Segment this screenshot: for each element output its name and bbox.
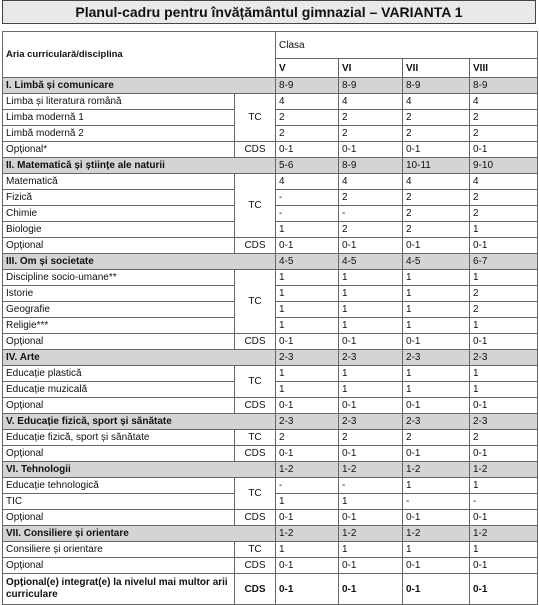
value-cell: 1 xyxy=(403,318,470,334)
value-cell: 1 xyxy=(276,318,339,334)
value-cell: 4 xyxy=(276,174,339,190)
discipline-name: Educație tehnologică xyxy=(3,478,235,494)
value-cell: 0-1 xyxy=(403,334,470,350)
value-cell: 4 xyxy=(470,94,538,110)
discipline-row xyxy=(3,366,538,382)
discipline-name: Opțional xyxy=(3,510,235,526)
area-total: 8-9 xyxy=(339,78,403,94)
tc-tag: TC xyxy=(235,94,276,142)
cds-tag: CDS xyxy=(235,238,276,254)
area-total: 1-2 xyxy=(470,462,538,478)
tc-tag: TC xyxy=(235,174,276,238)
curriculum-table xyxy=(2,31,538,605)
value-cell: 0-1 xyxy=(403,238,470,254)
value-cell: 1 xyxy=(470,318,538,334)
area-total: 2-3 xyxy=(470,350,538,366)
discipline-name: Opțional* xyxy=(3,142,235,158)
area-name: V. Educație fizică, sport și sănătate xyxy=(3,414,276,430)
value-cell: 1 xyxy=(339,494,403,510)
value-cell: 2 xyxy=(339,110,403,126)
area-row xyxy=(3,462,538,478)
area-total: 9-10 xyxy=(470,158,538,174)
value-cell: 2 xyxy=(339,430,403,446)
value-cell: 1 xyxy=(403,270,470,286)
cds-tag: CDS xyxy=(235,334,276,350)
value-cell: 1 xyxy=(339,366,403,382)
value-cell: 1 xyxy=(403,366,470,382)
area-total: 1-2 xyxy=(276,462,339,478)
header-col-v: V xyxy=(276,59,339,78)
value-cell: 1 xyxy=(339,318,403,334)
value-cell: - xyxy=(339,478,403,494)
discipline-row xyxy=(3,430,538,446)
value-cell: 2 xyxy=(470,206,538,222)
header-aria: Aria curriculară/disciplina xyxy=(3,32,276,78)
value-cell: 0-1 xyxy=(276,142,339,158)
area-total: 2-3 xyxy=(403,414,470,430)
value-cell: 0-1 xyxy=(403,398,470,414)
value-cell: 1 xyxy=(470,366,538,382)
value-cell: 0-1 xyxy=(276,398,339,414)
value-cell: 1 xyxy=(470,222,538,238)
area-row xyxy=(3,414,538,430)
value-cell: 0-1 xyxy=(276,334,339,350)
header-col-vi: VI xyxy=(339,59,403,78)
value-cell: 0-1 xyxy=(276,238,339,254)
value-cell: 2 xyxy=(339,126,403,142)
area-total: 8-9 xyxy=(470,78,538,94)
integrated-optional-name: Opțional(e) integrat(e) la nivelul mai multor arii curriculare xyxy=(3,574,235,605)
value-cell: 2 xyxy=(403,430,470,446)
value-cell: 4 xyxy=(470,174,538,190)
area-total: 2-3 xyxy=(339,350,403,366)
value-cell: 1 xyxy=(339,382,403,398)
discipline-row xyxy=(3,446,538,462)
cds-tag: CDS xyxy=(235,142,276,158)
area-total: 4-5 xyxy=(276,254,339,270)
discipline-name: Biologie xyxy=(3,222,235,238)
discipline-name: Limba și literatura română xyxy=(3,94,235,110)
tc-tag: TC xyxy=(235,478,276,510)
cds-tag: CDS xyxy=(235,574,276,605)
value-cell: 1 xyxy=(276,270,339,286)
area-row xyxy=(3,254,538,270)
area-row xyxy=(3,78,538,94)
area-total: 8-9 xyxy=(276,78,339,94)
value-cell: 0-1 xyxy=(339,334,403,350)
header-row-clasa xyxy=(3,32,538,59)
value-cell: - xyxy=(339,206,403,222)
value-cell: 1 xyxy=(339,286,403,302)
value-cell: - xyxy=(470,494,538,510)
value-cell: 2 xyxy=(339,190,403,206)
value-cell: 0-1 xyxy=(276,510,339,526)
cds-tag: CDS xyxy=(235,398,276,414)
area-total: 2-3 xyxy=(276,350,339,366)
value-cell: 0-1 xyxy=(339,142,403,158)
discipline-row xyxy=(3,142,538,158)
value-cell: 0-1 xyxy=(403,510,470,526)
discipline-name: Matematică xyxy=(3,174,235,190)
discipline-name: Istorie xyxy=(3,286,235,302)
discipline-name: Educație plastică xyxy=(3,366,235,382)
value-cell: 0-1 xyxy=(470,398,538,414)
area-total: 8-9 xyxy=(403,78,470,94)
value-cell: 4 xyxy=(276,94,339,110)
value-cell: 2 xyxy=(276,430,339,446)
value-cell: 1 xyxy=(470,542,538,558)
value-cell: 0-1 xyxy=(339,398,403,414)
discipline-row xyxy=(3,270,538,286)
value-cell: 1 xyxy=(403,478,470,494)
area-total: 10-11 xyxy=(403,158,470,174)
discipline-name: Opțional xyxy=(3,334,235,350)
value-cell: 0-1 xyxy=(276,574,339,605)
discipline-name: Discipline socio-umane** xyxy=(3,270,235,286)
discipline-row xyxy=(3,94,538,110)
value-cell: 1 xyxy=(403,542,470,558)
discipline-name: Limbă modernă 2 xyxy=(3,126,235,142)
value-cell: 1 xyxy=(276,222,339,238)
value-cell: 4 xyxy=(403,94,470,110)
area-total: 1-2 xyxy=(339,462,403,478)
area-name: VI. Tehnologii xyxy=(3,462,276,478)
discipline-row xyxy=(3,238,538,254)
discipline-name: Consiliere și orientare xyxy=(3,542,235,558)
discipline-row xyxy=(3,542,538,558)
value-cell: 1 xyxy=(403,302,470,318)
discipline-name: Opțional xyxy=(3,558,235,574)
area-total: 2-3 xyxy=(276,414,339,430)
value-cell: - xyxy=(276,206,339,222)
discipline-row xyxy=(3,174,538,190)
value-cell: 2 xyxy=(470,302,538,318)
value-cell: 0-1 xyxy=(276,446,339,462)
discipline-name: Opțional xyxy=(3,398,235,414)
value-cell: 4 xyxy=(339,94,403,110)
value-cell: 0-1 xyxy=(339,446,403,462)
value-cell: 1 xyxy=(276,382,339,398)
value-cell: - xyxy=(276,190,339,206)
value-cell: 0-1 xyxy=(470,510,538,526)
area-total: 5-6 xyxy=(276,158,339,174)
area-total: 1-2 xyxy=(339,526,403,542)
value-cell: 0-1 xyxy=(339,558,403,574)
discipline-name: TIC xyxy=(3,494,235,510)
discipline-row xyxy=(3,510,538,526)
discipline-row xyxy=(3,558,538,574)
value-cell: - xyxy=(276,478,339,494)
tc-tag: TC xyxy=(235,366,276,398)
value-cell: 1 xyxy=(339,542,403,558)
discipline-name: Religie*** xyxy=(3,318,235,334)
area-row xyxy=(3,350,538,366)
area-total: 6-7 xyxy=(470,254,538,270)
value-cell: 1 xyxy=(403,286,470,302)
value-cell: 0-1 xyxy=(470,446,538,462)
discipline-name: Opțional xyxy=(3,446,235,462)
value-cell: 0-1 xyxy=(470,574,538,605)
area-total: 1-2 xyxy=(403,462,470,478)
value-cell: 2 xyxy=(470,126,538,142)
discipline-name: Fizică xyxy=(3,190,235,206)
area-total: 1-2 xyxy=(276,526,339,542)
area-total: 2-3 xyxy=(339,414,403,430)
value-cell: 2 xyxy=(403,222,470,238)
value-cell: 2 xyxy=(276,110,339,126)
value-cell: 1 xyxy=(276,286,339,302)
value-cell: 1 xyxy=(339,270,403,286)
area-name: IV. Arte xyxy=(3,350,276,366)
discipline-name: Geografie xyxy=(3,302,235,318)
value-cell: 0-1 xyxy=(403,446,470,462)
value-cell: 1 xyxy=(470,478,538,494)
area-name: I. Limbă și comunicare xyxy=(3,78,276,94)
area-total: 1-2 xyxy=(403,526,470,542)
tc-tag: TC xyxy=(235,430,276,446)
value-cell: 0-1 xyxy=(403,558,470,574)
value-cell: 2 xyxy=(470,286,538,302)
tc-tag: TC xyxy=(235,542,276,558)
cds-tag: CDS xyxy=(235,558,276,574)
area-row xyxy=(3,526,538,542)
area-name: II. Matematică și științe ale naturii xyxy=(3,158,276,174)
value-cell: 0-1 xyxy=(470,238,538,254)
discipline-name: Chimie xyxy=(3,206,235,222)
discipline-name: Educație fizică, sport și sănătate xyxy=(3,430,235,446)
page-title: Planul-cadru pentru învățământul gimnazial – VARIANTA 1 xyxy=(2,0,536,24)
area-total: 8-9 xyxy=(339,158,403,174)
value-cell: 0-1 xyxy=(339,574,403,605)
discipline-name: Opțional xyxy=(3,238,235,254)
value-cell: 1 xyxy=(276,366,339,382)
value-cell: 4 xyxy=(339,174,403,190)
value-cell: 0-1 xyxy=(276,558,339,574)
value-cell: 0-1 xyxy=(470,334,538,350)
value-cell: 2 xyxy=(470,190,538,206)
value-cell: - xyxy=(403,494,470,510)
area-total: 2-3 xyxy=(403,350,470,366)
value-cell: 1 xyxy=(470,382,538,398)
value-cell: 0-1 xyxy=(470,558,538,574)
area-total: 4-5 xyxy=(339,254,403,270)
discipline-name: Educație muzicală xyxy=(3,382,235,398)
area-name: III. Om și societate xyxy=(3,254,276,270)
value-cell: 2 xyxy=(403,110,470,126)
area-name: VII. Consiliere și orientare xyxy=(3,526,276,542)
discipline-row xyxy=(3,478,538,494)
discipline-row xyxy=(3,398,538,414)
header-col-vii: VII xyxy=(403,59,470,78)
value-cell: 4 xyxy=(403,174,470,190)
value-cell: 1 xyxy=(276,302,339,318)
value-cell: 2 xyxy=(339,222,403,238)
cds-tag: CDS xyxy=(235,446,276,462)
value-cell: 0-1 xyxy=(339,238,403,254)
value-cell: 2 xyxy=(276,126,339,142)
value-cell: 0-1 xyxy=(339,510,403,526)
value-cell: 2 xyxy=(470,110,538,126)
value-cell: 1 xyxy=(403,382,470,398)
area-total: 4-5 xyxy=(403,254,470,270)
value-cell: 0-1 xyxy=(470,142,538,158)
header-clasa: Clasa xyxy=(276,32,538,59)
cds-tag: CDS xyxy=(235,510,276,526)
value-cell: 1 xyxy=(276,494,339,510)
value-cell: 2 xyxy=(403,206,470,222)
discipline-name: Limba modernă 1 xyxy=(3,110,235,126)
header-col-viii: VIII xyxy=(470,59,538,78)
value-cell: 2 xyxy=(403,126,470,142)
value-cell: 1 xyxy=(339,302,403,318)
area-total: 2-3 xyxy=(470,414,538,430)
value-cell: 2 xyxy=(470,430,538,446)
area-total: 1-2 xyxy=(470,526,538,542)
area-row xyxy=(3,158,538,174)
tc-tag: TC xyxy=(235,270,276,334)
value-cell: 0-1 xyxy=(403,142,470,158)
discipline-row xyxy=(3,334,538,350)
value-cell: 1 xyxy=(276,542,339,558)
value-cell: 0-1 xyxy=(403,574,470,605)
value-cell: 2 xyxy=(403,190,470,206)
value-cell: 1 xyxy=(470,270,538,286)
